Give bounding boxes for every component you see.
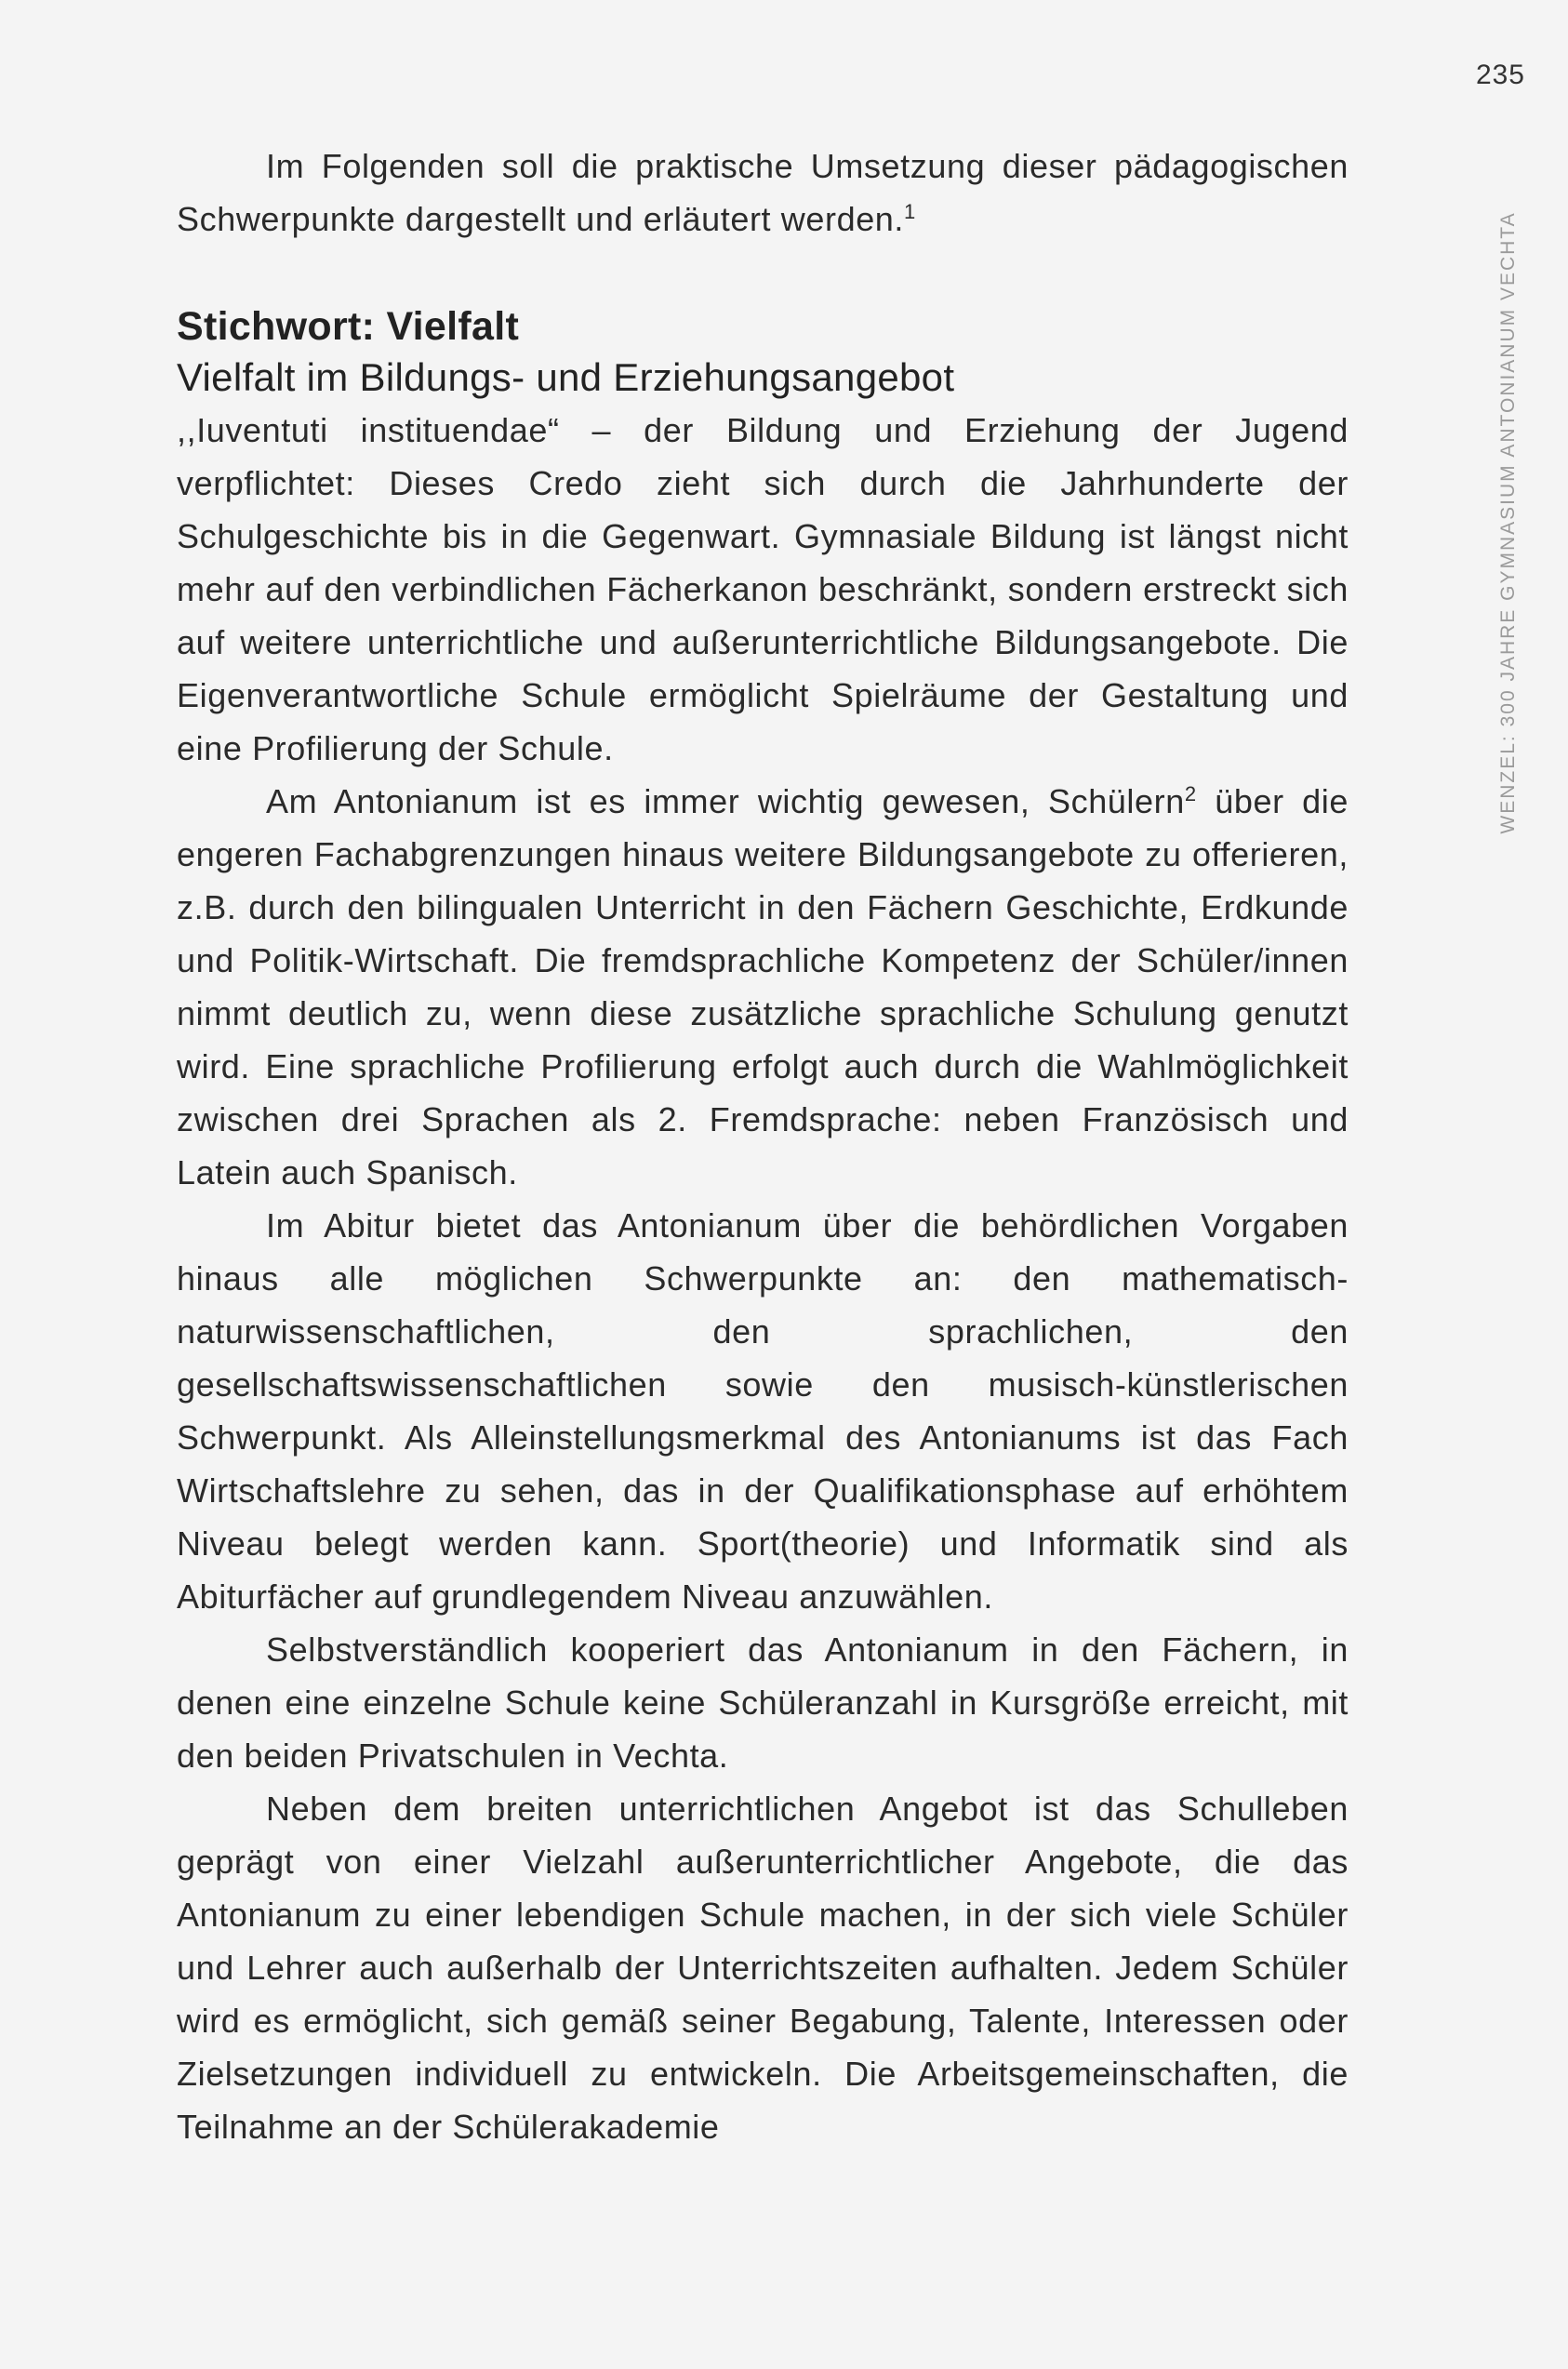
body-paragraph-2 xyxy=(177,775,1349,1199)
body-paragraph-3: Im Abitur bietet das Antonianum über die behördlichen Vorgaben hinaus alle möglichen Schwerpunkte an: den mathematisch-naturwissenschaftlichen, den sprachlichen, den gesellschaftswissenschaftlichen sowie den musisch-künstlerischen Schwerpunkt. Als Alleinstellungsmerkmal des Antonianums ist das Fach Wirtschaftslehre zu sehen, das in der Qualifikationsphase auf erhöhtem Niveau belegt werden kann. Sport(theorie) und Informatik sind als Abiturfächer auf grundlegendem Niveau anzuwählen. xyxy=(177,1206,1349,1616)
running-head-text: WENZEL: 300 JAHRE GYMNASIUM ANTONIANUM VECHTA xyxy=(1497,211,1519,834)
body-paragraph-4: Selbstverständlich kooperiert das Antonianum in den Fächern, in denen eine einzelne Schule keine Schüleranzahl in Kursgröße erreicht, mit den beiden Privatschulen in Vechta. xyxy=(177,1630,1349,1775)
paragraph-2-rest: über die engeren Fachabgrenzungen hinaus weitere Bildungsangebote zu offerieren, z.B. durch den bilingualen Unterricht in den Fächern Geschichte, Erdkunde und Politik-Wirtschaft. Die fremdsprachliche Kompetenz der Schüler/innen nimmt deutlich zu, wenn diese zusätzliche sprachliche Schulung genutzt wird. Eine sprachliche Profilierung erfolgt auch durch die Wahlmöglichkeit zwischen drei Sprachen als 2. Fremdsprache: neben Französisch und Latein auch Spanisch. xyxy=(177,782,1349,1191)
text-column xyxy=(177,140,1349,2153)
section-title: Stichwort: Vielfalt xyxy=(177,304,520,349)
section-heading xyxy=(177,301,1349,404)
running-head xyxy=(1492,151,1525,895)
intro-paragraph xyxy=(177,140,1349,246)
footnote-marker-2: 2 xyxy=(1184,782,1197,805)
footnote-marker-1: 1 xyxy=(904,200,916,223)
section-subtitle: Vielfalt im Bildungs- und Erziehungsangebot xyxy=(177,355,955,399)
page-number: 235 xyxy=(1475,60,1525,90)
body-paragraph-5: Neben dem breiten unterrichtlichen Angebot ist das Schulleben geprägt von einer Vielzahl außerunterrichtlicher Angebote, die das Antonianum zu einer lebendigen Schule machen, in der sich viele Schüler und Lehrer auch außerhalb der Unterrichtszeiten aufhalten. Jedem Schüler wird es ermöglicht, sich gemäß seiner Begabung, Talente, Interessen oder Zielsetzungen individuell zu entwickeln. Die Arbeitsgemeinschaften, die Teilnahme an der Schülerakademie xyxy=(177,1790,1349,2146)
paragraph-2-start: Am Antonianum ist es immer wichtig gewesen, Schülern xyxy=(266,782,1185,820)
body-paragraph-1: ,,Iuventuti instituendae“ – der Bildung und Erziehung der Jugend verpflichtet: Dieses Credo zieht sich durch die Jahrhunderte der Schulgeschichte bis in die Gegenwart. Gymnasiale Bildung ist längst nicht mehr auf den verbindlichen Fächerkanon beschränkt, sondern erstreckt sich auf weitere unterrichtliche und außerunterrichtliche Bildungsangebote. Die Eigenverantwortliche Schule ermöglicht Spielräume der Gestaltung und eine Profilierung der Schule. xyxy=(177,411,1349,767)
intro-text: Im Folgenden soll die praktische Umsetzung dieser pädagogischen Schwerpunkte dargestellt und erläutert werden. xyxy=(177,147,1349,238)
